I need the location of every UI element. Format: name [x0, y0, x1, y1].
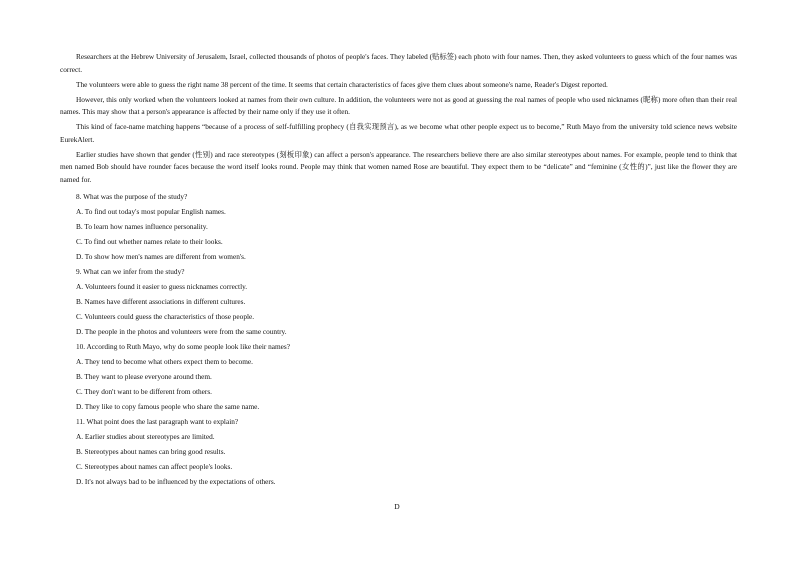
passage-paragraph-2: The volunteers were able to guess the right name 38 percent of the time. It seems that certain characteristics of faces give them clues about someone's name, Reader's Digest reported. — [76, 79, 608, 89]
answer-option: C. They don't want to be different from others. — [76, 386, 213, 396]
answer-option: A. Earlier studies about stereotypes are limited. — [76, 431, 215, 441]
answer-option: B. They want to please everyone around them. — [76, 371, 212, 381]
question-8 — [60, 189, 737, 264]
answer-option: B. Stereotypes about names can bring good results. — [76, 446, 226, 456]
question-stem: 8. What was the purpose of the study? — [76, 191, 188, 201]
reading-passage — [60, 51, 737, 489]
answer-option: D. It's not always bad to be influenced by the expectations of others. — [76, 476, 276, 486]
page-footer-letter: D — [394, 502, 400, 511]
answer-option: D. They like to copy famous people who share the same name. — [76, 401, 260, 411]
passage-paragraph-1: Researchers at the Hebrew University of Jerusalem, Israel, collected thousands of photos of people's faces. They labeled (贴标签) each photo with four names. Then, they asked volunteers to guess which of the four names was correct. — [60, 52, 737, 74]
answer-option: A. They tend to become what others expect them to become. — [76, 356, 253, 366]
answer-option: A. Volunteers found it easier to guess nicknames correctly. — [76, 281, 248, 291]
answer-option: D. The people in the photos and volunteers were from the same country. — [76, 326, 287, 336]
answer-option: C. To find out whether names relate to their looks. — [76, 236, 223, 246]
question-stem: 10. According to Ruth Mayo, why do some people look like their names? — [76, 341, 291, 351]
passage-paragraph-4: This kind of face-name matching happens “because of a process of self-fulfilling prophecy (自我实现预言), as we become what other people expect us to become,” Ruth Mayo from the university told science news website EurekAlert. — [60, 122, 737, 144]
answer-option: B. To learn how names influence personality. — [76, 221, 208, 231]
passage-paragraph-3: However, this only worked when the volunteers looked at names from their own culture. In addition, the volunteers were not as good at guessing the real names of people who used nicknames (昵称) more often than their real names. This may show that a person's appearance is affected by their name only if they use it often. — [60, 94, 737, 117]
answer-option: A. To find out today's most popular English names. — [76, 206, 226, 216]
answer-option: C. Volunteers could guess the characteristics of those people. — [76, 311, 255, 321]
question-10 — [60, 339, 737, 414]
question-11 — [60, 414, 737, 489]
passage-paragraph-5: Earlier studies have shown that gender (性别) and race stereotypes (刻板印象) can affect a person's appearance. The researchers believe there are also similar stereotypes about names. For example, people tend to think that men named Bob should have rounder faces because the word itself looks round. People may think that women named Rose are beautiful. They expect them to be “delicate” and “feminine (女性的)”, just like the flower they are named for. — [60, 149, 737, 184]
question-stem: 11. What point does the last paragraph want to explain? — [76, 416, 239, 426]
question-9 — [60, 264, 737, 339]
question-stem: 9. What can we infer from the study? — [76, 266, 185, 276]
answer-option: C. Stereotypes about names can affect people's looks. — [76, 461, 233, 471]
answer-option: B. Names have different associations in different cultures. — [76, 296, 246, 306]
answer-option: D. To show how men's names are different from women's. — [76, 251, 246, 261]
